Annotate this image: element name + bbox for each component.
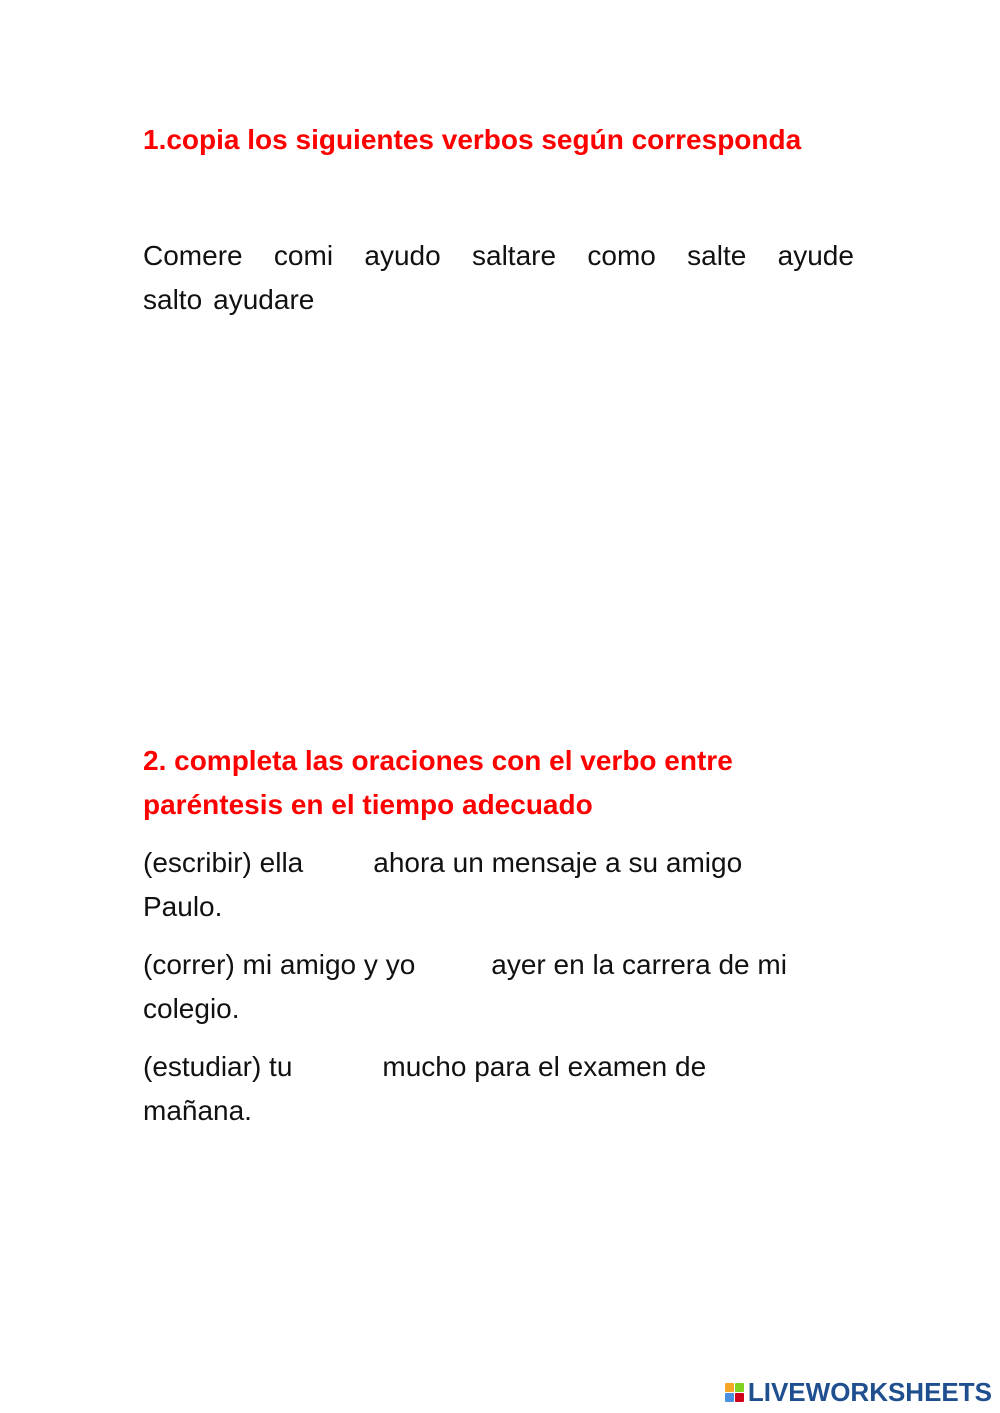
word-bank-line-1 xyxy=(143,234,854,278)
liveworksheets-logo xyxy=(725,1377,992,1407)
question-1-heading: 1.copia los siguientes verbos según corresponda xyxy=(143,124,802,155)
sentence-1 xyxy=(143,841,863,929)
sentence-prompt: (correr) mi amigo y yo xyxy=(143,949,416,980)
word-item: ayude xyxy=(777,240,854,271)
sentence-2 xyxy=(143,943,863,1031)
logo-text: LIVEWORKSHEETS xyxy=(747,1376,992,1407)
liveworksheets-logo-icon xyxy=(725,1383,744,1402)
word-item: ayudo xyxy=(364,240,441,271)
sentence-continuation: mañana. xyxy=(143,1095,252,1126)
word-bank-line-2 xyxy=(143,278,854,322)
question-2-heading-line-1: 2. completa las oraciones con el verbo entre xyxy=(143,745,733,776)
sentence-rest: ayer en la carrera de mi xyxy=(491,949,787,980)
question-2-heading xyxy=(143,739,843,827)
word-item: salto xyxy=(143,284,203,315)
sentence-3 xyxy=(143,1045,863,1133)
word-item: saltare xyxy=(472,240,557,271)
word-item: comi xyxy=(273,240,334,271)
sentence-prompt: (estudiar) tu xyxy=(143,1051,293,1082)
word-item: salte xyxy=(687,240,747,271)
verb-word-bank xyxy=(143,234,854,322)
word-item: Comere xyxy=(143,240,243,271)
sentence-continuation: Paulo. xyxy=(143,891,223,922)
word-item: ayudare xyxy=(213,284,315,315)
sentence-prompt: (escribir) ella xyxy=(143,847,304,878)
sentence-rest: ahora un mensaje a su amigo xyxy=(373,847,743,878)
question-2-heading-line-2: paréntesis en el tiempo adecuado xyxy=(143,789,593,820)
sentence-continuation: colegio. xyxy=(143,993,240,1024)
word-item: como xyxy=(587,240,656,271)
sentence-rest: mucho para el examen de xyxy=(382,1051,707,1082)
